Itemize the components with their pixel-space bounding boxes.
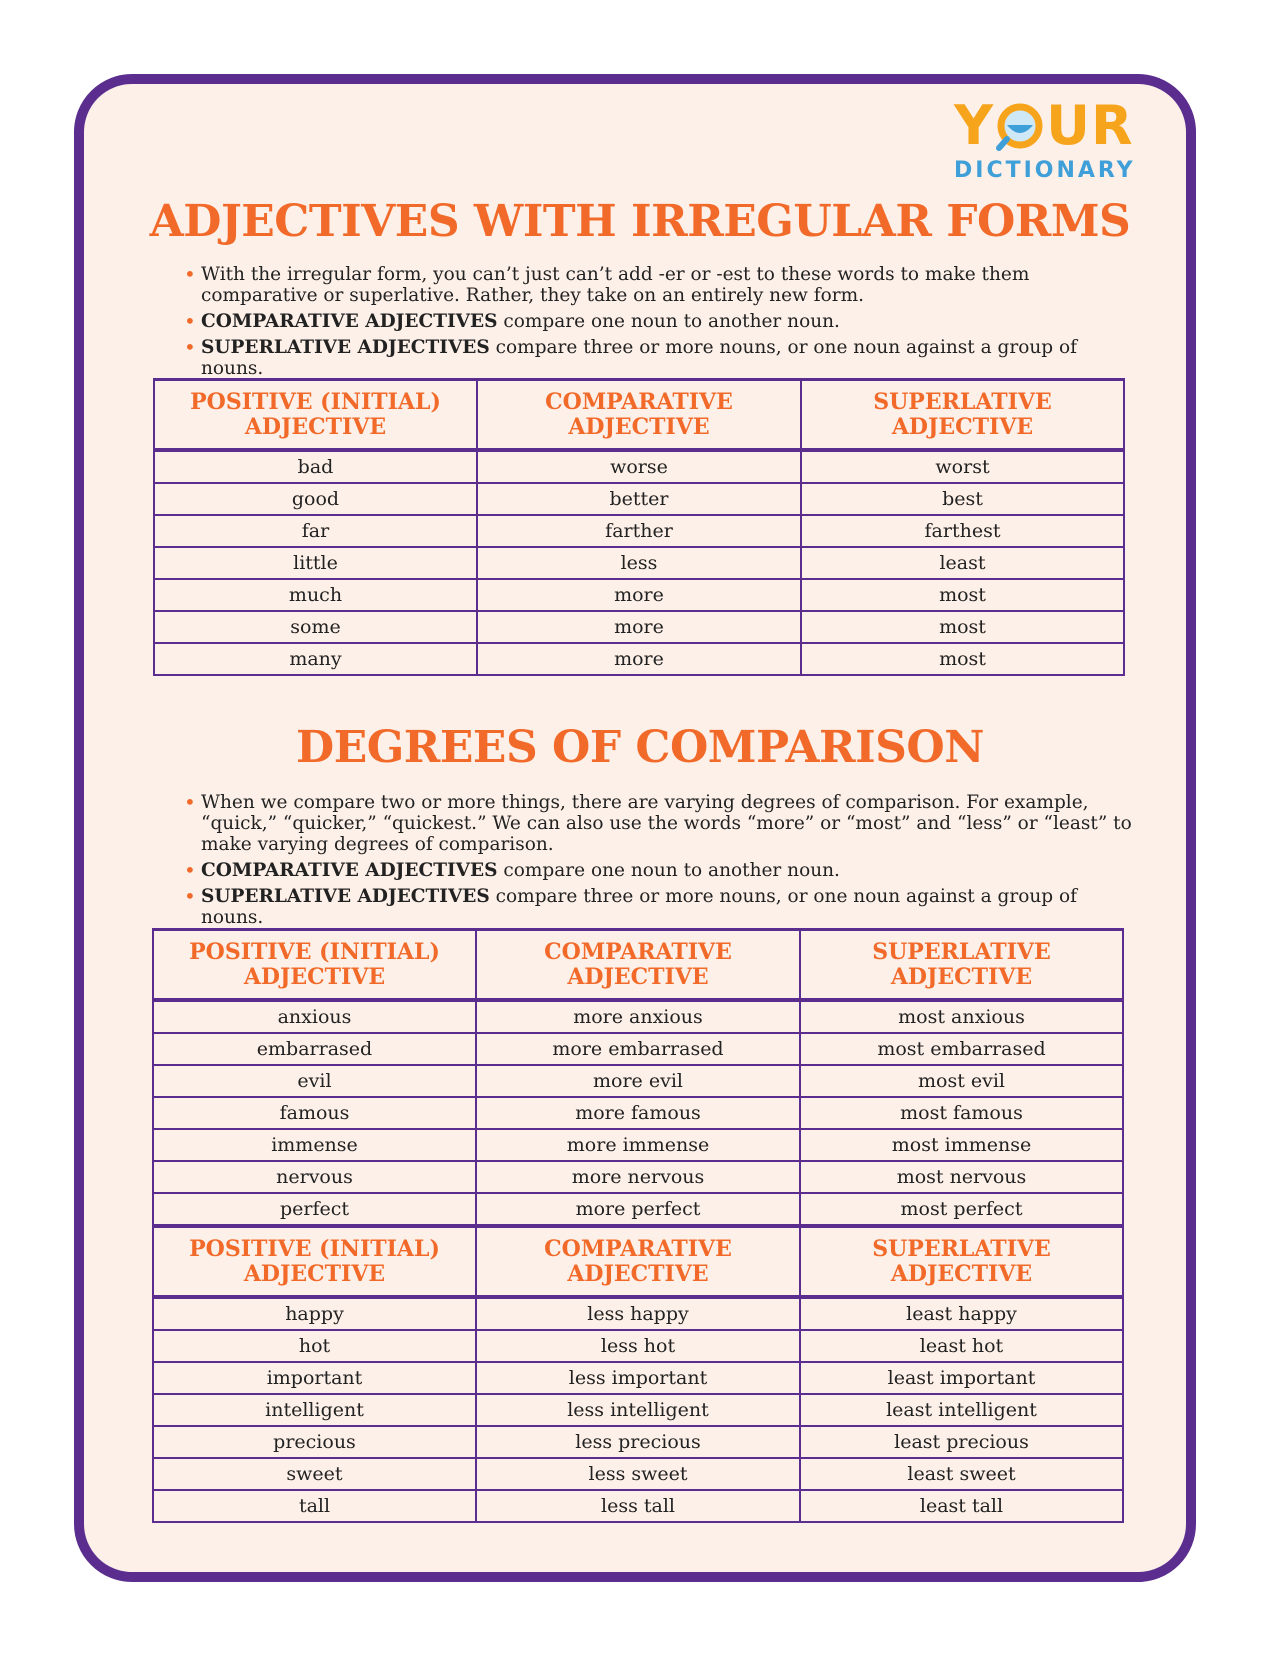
table-row xyxy=(153,1129,1123,1161)
bullet-text: compare one noun to another noun. xyxy=(497,860,840,881)
table-row xyxy=(154,643,1124,675)
table-row xyxy=(153,1097,1123,1129)
table-cell: better xyxy=(477,483,801,515)
section2-title: DEGREES OF COMPARISON xyxy=(296,722,984,773)
table-cell: least precious xyxy=(800,1426,1123,1458)
bullet-text: compare three or more nouns, or one noun against a group of nouns. xyxy=(201,886,1077,928)
table-row xyxy=(153,1033,1123,1065)
table-cell: most evil xyxy=(800,1065,1123,1097)
table-row xyxy=(154,483,1124,515)
table-row xyxy=(154,547,1124,579)
table-cell: less hot xyxy=(476,1330,800,1362)
table-header-row xyxy=(154,380,1124,451)
table-cell: evil xyxy=(153,1065,476,1097)
table-cell: worse xyxy=(477,450,801,483)
table-cell: most famous xyxy=(800,1097,1123,1129)
table-cell: worst xyxy=(801,450,1124,483)
table-cell: precious xyxy=(153,1426,476,1458)
table-row xyxy=(153,1161,1123,1193)
table-cell: good xyxy=(154,483,477,515)
table-cell: less tall xyxy=(476,1490,800,1522)
table-cell: least intelligent xyxy=(800,1394,1123,1426)
table-cell: more famous xyxy=(476,1097,800,1129)
table-cell: bad xyxy=(154,450,477,483)
table-cell: less important xyxy=(476,1362,800,1394)
header-superlative: SUPERLATIVE ADJECTIVE xyxy=(801,380,1124,451)
logo-dictionary-text: DICTIONARY xyxy=(954,158,1136,183)
section2-bullet-2 xyxy=(184,860,1144,881)
bullet-bold-term: SUPERLATIVE ADJECTIVES xyxy=(201,886,490,907)
table-cell: many xyxy=(154,643,477,675)
table-cell: best xyxy=(801,483,1124,515)
section1-bullets xyxy=(184,264,1144,384)
table-row xyxy=(154,515,1124,547)
table-cell: more embarrased xyxy=(476,1033,800,1065)
table-cell: some xyxy=(154,611,477,643)
table-cell: embarrased xyxy=(153,1033,476,1065)
table-cell: far xyxy=(154,515,477,547)
table-cell: least xyxy=(801,547,1124,579)
table-row xyxy=(153,1065,1123,1097)
table-cell: most immense xyxy=(800,1129,1123,1161)
header-positive: POSITIVE (INITIAL) ADJECTIVE xyxy=(153,930,476,1001)
header-positive: POSITIVE (INITIAL) ADJECTIVE xyxy=(153,1226,476,1297)
table-cell: less sweet xyxy=(476,1458,800,1490)
table-cell: anxious xyxy=(153,1000,476,1033)
bullet-text: compare three or more nouns, or one noun against a group of nouns. xyxy=(201,337,1077,379)
section1-bullet-3 xyxy=(184,337,1144,379)
table-row xyxy=(153,1297,1123,1330)
table-cell: much xyxy=(154,579,477,611)
table-cell: more anxious xyxy=(476,1000,800,1033)
yourdictionary-logo[interactable] xyxy=(954,94,1144,188)
section1-title: ADJECTIVES WITH IRREGULAR FORMS xyxy=(149,196,1131,247)
bullet-bold-term: COMPARATIVE ADJECTIVES xyxy=(201,860,498,881)
table-cell: little xyxy=(154,547,477,579)
table-cell: most embarrased xyxy=(800,1033,1123,1065)
table-cell: most xyxy=(801,579,1124,611)
table-cell: less happy xyxy=(476,1297,800,1330)
table-cell: hot xyxy=(153,1330,476,1362)
table-row xyxy=(153,1000,1123,1033)
degrees-more-table xyxy=(152,928,1124,1523)
table-row xyxy=(153,1458,1123,1490)
bullet-bold-term: SUPERLATIVE ADJECTIVES xyxy=(201,337,490,358)
table-cell: intelligent xyxy=(153,1394,476,1426)
table-cell: most nervous xyxy=(800,1161,1123,1193)
logo-letters-ur: UR xyxy=(1046,94,1134,157)
table-cell: more nervous xyxy=(476,1161,800,1193)
table-header-row-2 xyxy=(153,1226,1123,1297)
table-cell: most perfect xyxy=(800,1193,1123,1226)
table-row xyxy=(153,1426,1123,1458)
table-cell: less xyxy=(477,547,801,579)
table-cell: more xyxy=(477,643,801,675)
table-row xyxy=(154,579,1124,611)
table-cell: important xyxy=(153,1362,476,1394)
table-cell: perfect xyxy=(153,1193,476,1226)
table-cell: less precious xyxy=(476,1426,800,1458)
table-cell: most anxious xyxy=(800,1000,1123,1033)
table-cell: more xyxy=(477,611,801,643)
table-cell: farther xyxy=(477,515,801,547)
table-cell: more evil xyxy=(476,1065,800,1097)
table-header-row xyxy=(153,930,1123,1001)
section2-bullet-1 xyxy=(184,792,1144,855)
table-row xyxy=(153,1394,1123,1426)
table-cell: less intelligent xyxy=(476,1394,800,1426)
table-cell: tall xyxy=(153,1490,476,1522)
table-cell: least sweet xyxy=(800,1458,1123,1490)
table-cell: immense xyxy=(153,1129,476,1161)
bullet-bold-term: COMPARATIVE ADJECTIVES xyxy=(201,311,498,332)
header-comparative: COMPARATIVE ADJECTIVE xyxy=(476,930,800,1001)
bullet-text: With the irregular form, you can’t just can’t add -er or -est to these words to make them comparative or superlative. Rather, they take on an entirely new form. xyxy=(201,264,1030,306)
table-cell: least important xyxy=(800,1362,1123,1394)
table-cell: more immense xyxy=(476,1129,800,1161)
table-cell: famous xyxy=(153,1097,476,1129)
table-cell: more perfect xyxy=(476,1193,800,1226)
table-cell: least happy xyxy=(800,1297,1123,1330)
header-comparative: COMPARATIVE ADJECTIVE xyxy=(476,1226,800,1297)
logo-letter-y: Y xyxy=(954,94,995,157)
section2-bullets xyxy=(184,792,1144,933)
table-cell: farthest xyxy=(801,515,1124,547)
table-cell: most xyxy=(801,643,1124,675)
table-cell: least tall xyxy=(800,1490,1123,1522)
header-positive: POSITIVE (INITIAL) ADJECTIVE xyxy=(154,380,477,451)
bullet-text: When we compare two or more things, there are varying degrees of comparison. For example, “quick,” “quicker,” “quickest.” We can also use the words “more” or “most” and “less” or “least” to make varying degrees of comparison. xyxy=(201,792,1132,855)
header-superlative: SUPERLATIVE ADJECTIVE xyxy=(800,1226,1123,1297)
section1-bullet-2 xyxy=(184,311,1144,332)
table-row xyxy=(153,1330,1123,1362)
header-superlative: SUPERLATIVE ADJECTIVE xyxy=(800,930,1123,1001)
table-cell: nervous xyxy=(153,1161,476,1193)
header-comparative: COMPARATIVE ADJECTIVE xyxy=(477,380,801,451)
irregular-forms-table xyxy=(153,378,1125,676)
table-row xyxy=(154,611,1124,643)
section2-bullet-3 xyxy=(184,886,1144,928)
table-cell: more xyxy=(477,579,801,611)
section1-bullet-1 xyxy=(184,264,1144,306)
table-row xyxy=(153,1362,1123,1394)
magnifier-icon xyxy=(995,101,1045,151)
table-row xyxy=(153,1490,1123,1522)
table-cell: happy xyxy=(153,1297,476,1330)
table-row xyxy=(153,1193,1123,1226)
table-row xyxy=(154,450,1124,483)
bullet-text: compare one noun to another noun. xyxy=(497,311,840,332)
table-cell: most xyxy=(801,611,1124,643)
table-cell: sweet xyxy=(153,1458,476,1490)
table-cell: least hot xyxy=(800,1330,1123,1362)
